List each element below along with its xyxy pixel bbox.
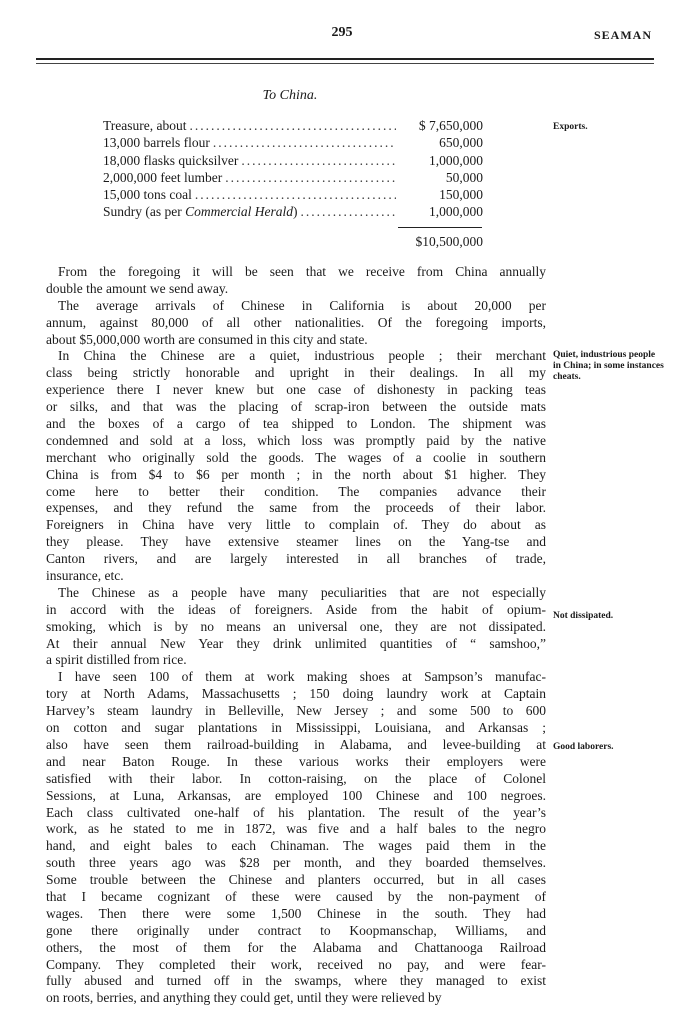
table-row [103,134,483,151]
text-line: From the foregoing it will be seen that we receive from China annually [58,264,546,279]
leader-dots [225,169,396,186]
margin-note-good-laborers: Good laborers. [553,742,614,752]
section-title: To China. [262,88,318,103]
text-line: also have seen them railroad-building in Alabama, and levee-building at [46,736,546,752]
row-label: 15,000 tons coal [103,187,192,203]
row-label: 18,000 flasks quicksilver [103,152,239,168]
text-line: about $5,000,000 worth are consumed in this city and state. [46,331,368,347]
text-line: come here to better their condition. The companies advance their [46,483,546,499]
table-row [103,152,483,169]
page-number: 295 [331,25,353,40]
text-line: Each class cultivated one-half of his plantation. The result of the year’s [46,804,546,820]
row-value: 1,000,000 [429,152,483,168]
text-line: In China the Chinese are a quiet, industrious people ; their merchant [58,348,546,364]
table-row [103,169,483,186]
text-line: on cotton and sugar plantations in Mississippi, Louisiana, and Arkansas ; [46,720,546,736]
text-line: Harvey’s steam laundry in Belleville, New Jersey ; and some 500 to 600 [46,703,546,719]
text-line: south three years ago was $28 per month, and they boarded themselves. [46,855,546,871]
text-line: class being strictly honorable and upright in their dealings. In all my [46,365,546,381]
text-line: At their annual New Year they drink unlimited quantities of “ samshoo,” [46,635,546,651]
text-line: double the amount we send away. [46,280,229,296]
text-line: I have seen 100 of them at work making shoes at Sampson’s manufac- [58,669,546,685]
text-line: Some trouble between the Chinese and planters occurred, but in all cases [46,872,546,888]
text-line: insurance, etc. [46,568,124,584]
text-line: tory at North Adams, Massachusetts ; 150 doing laundry work at Captain [46,686,546,702]
margin-note-exports: Exports. [553,122,588,132]
text-line: Foreigners in China have very little to complain of. They do about as [46,517,546,533]
text-line: others, the most of them for the Alabama and Chattanooga Railroad [46,939,546,955]
row-label: 13,000 barrels flour [103,135,210,151]
leader-dots [195,186,396,203]
exports-table [103,117,483,221]
table-row [103,117,483,134]
table-total: $10,500,000 [415,234,483,249]
row-value: 1,000,000 [429,204,483,220]
text-line: or silks, and that was the placing of scrap-iron between the outside mats [46,399,546,415]
text-line: condemned and sold at a loss, which loss was promptly paid by the native [46,432,546,448]
text-line: on roots, berries, and anything they could get, until they were relieved by [46,990,442,1006]
text-line: and near Baton Rouge. In these various works their employers were [46,753,546,769]
total-rule [398,227,482,228]
leader-dots [241,152,396,169]
row-label: Treasure, about [103,118,187,133]
header-rule-thick [36,58,654,60]
text-line: annum, against 80,000 of all other nationalities. Of the foregoing imports, [46,314,546,330]
text-line: fully abused and turned off in the swamps, where they managed to exist [46,973,546,989]
row-label: 2,000,000 feet lumber [103,169,223,185]
header-rule-thin [36,63,654,64]
row-label-italic: Commercial Herald [185,204,293,220]
body-text [46,264,546,1007]
text-line: work, as he stated to me in 1872, was five and a half bales to the negro [46,821,546,837]
leader-dots [213,134,396,151]
table-row [103,186,483,203]
margin-note-not-dissipated: Not dissipated. [553,611,614,621]
leader-dots [300,203,396,220]
text-line: merchant who originally sold the goods. The wages of a coolie in southern [46,449,546,465]
table-row [103,203,483,220]
text-line: Company. They completed their work, received no pay, and were fear- [46,956,546,972]
text-line: they please. They have extensive steamer lines on the Yang-tse and [46,534,546,550]
text-line: satisfied with their labor. In cotton-raising, on the place of Colonel [46,770,546,786]
text-line: in accord with the ideas of foreigners. Aside from the habit of opium- [46,601,546,617]
text-line: gone there originally under contract to Koopmanschap, Williams, and [46,922,546,938]
text-line: a spirit distilled from rice. [46,652,187,668]
running-head: SEAMAN [593,28,652,42]
text-line: Sessions, at Luna, Arkansas, are employed 100 Chinese and 100 negroes. [46,787,546,803]
text-line: The Chinese as a people have many peculiarities that are not especially [58,584,546,600]
text-line: experience there I never knew but one case of dishonesty in packing teas [46,382,546,398]
text-line: Canton rivers, and are largely interested in all branches of trade, [46,551,546,567]
text-line: that I became cognizant of these were caused by the non-payment of [46,888,546,904]
margin-note-quiet-industrious: Quiet, industrious people in China; in some instances cheats. [553,350,664,382]
row-label [103,203,297,220]
row-value: 150,000 [439,187,483,203]
row-value: 50,000 [445,169,483,185]
row-value: $ 7,650,000 [418,118,483,133]
row-label-end: ) [292,204,298,220]
text-line: The average arrivals of Chinese in California is about 20,000 per [58,297,546,313]
text-line: and the boxes of a cargo of tea shipped to London. The shipment was [46,416,546,432]
text-line: expenses, and they refund the same from the proceeds of their labor. [46,500,546,516]
leader-dots [190,117,397,134]
text-line: hand, and eight bales to each Chinaman. The wages paid them in the [46,838,546,854]
text-line: smoking, which is by no means an universal one, they are not dissipated. [46,618,546,634]
text-line: wages. Then there were some 1,500 Chinese in the south. They had [46,905,546,921]
row-value: 650,000 [439,135,483,151]
row-label-start: Sundry (as per [103,204,186,220]
text-line: China is from $4 to $6 per month ; in the north about $1 higher. They [46,466,546,482]
